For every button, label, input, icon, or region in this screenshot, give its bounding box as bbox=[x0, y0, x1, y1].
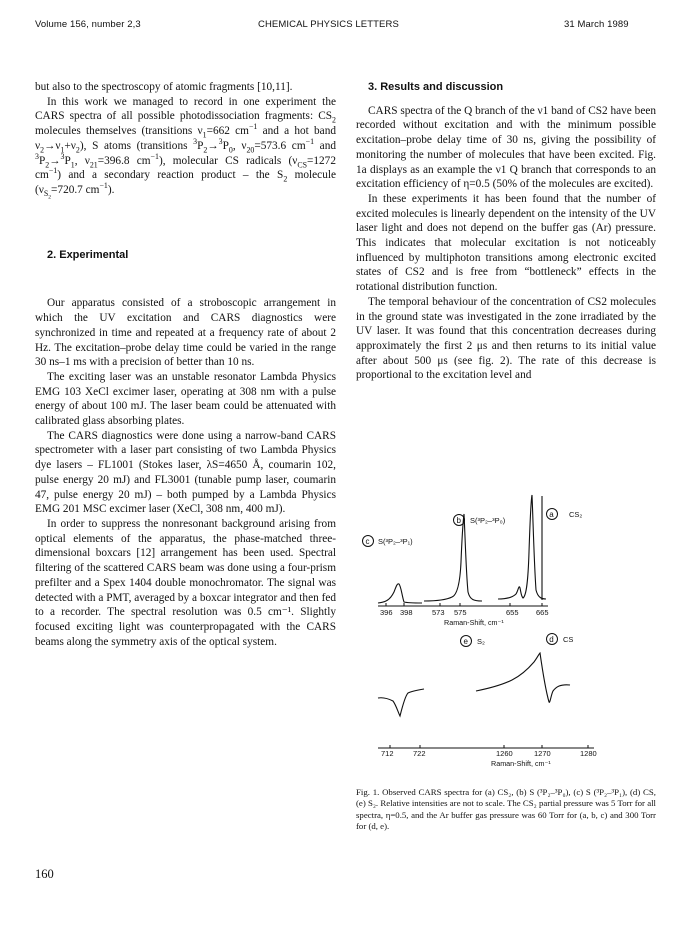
trace-a-cs2 bbox=[498, 495, 546, 599]
experimental-paragraph-4: In order to suppress the nonresonant background arising from optical elements of the apparatus, the phase-matched three-dimensional boxcars [12] arrangement has been used. Spectral filtering of the scattered CARS beam was done using a four-prism prefilter and a Spex 1404 double monochromator. The signal was detected with a PMT, averaged by a boxcar integrator and then fed to a recorder. The spectral resolution was 0.5 cm⁻¹. Slightly focused exciting light was counterpropagated with the CARS beams along the symmetry axis of the optical system. bbox=[35, 518, 336, 648]
bottom-tick-712: 712 bbox=[381, 749, 394, 758]
figure-1 bbox=[356, 492, 656, 782]
figure-1-caption: Fig. 1. Observed CARS spectra for (a) CS₂, (b) S (³P₂–³P₀), (c) S (³P₂–³P₁), (d) CS, (e) S₂. Relative intensities are not to scale. The CS₂ partial pressure was 5 Torr for all spectra, η=0.5, and the Ar buffer gas pressure was 60 Torr for (a, b, c) and 300 Torr for (d, e). bbox=[356, 787, 656, 831]
bottom-tick-1280: 1280 bbox=[580, 749, 597, 758]
trace-e-s2 bbox=[378, 689, 424, 716]
results-paragraph-3: The temporal behaviour of the concentration of CS2 molecules in the ground state was investigated in the zone irradiated by the UV laser. It was found that this concentration decreases during approximately the first 2 μs and then returns to its initial value after about 500 μs (see fig. 2). The rate of this decrease is proportional to the excitation level and bbox=[356, 295, 656, 382]
intro-paragraph-1: but also to the spectroscopy of atomic fragments [10,11]. bbox=[35, 81, 293, 93]
journal-title: CHEMICAL PHYSICS LETTERS bbox=[258, 19, 399, 30]
left-column bbox=[35, 80, 336, 649]
trace-d-cs bbox=[476, 653, 570, 702]
top-tick-573: 573 bbox=[432, 608, 445, 617]
top-tick-655: 655 bbox=[506, 608, 519, 617]
results-paragraph-1: CARS spectra of the Q branch of the ν1 band of CS2 have been recorded without excitation and with the minimum possible excitation–probe delay time of 30 ns, giving the possibility of monitoring the number of molecules that have been excited. Fig. 1a displays as an example the ν1 Q branch that corresponds to an excitation efficiency of η=0.5 (50% of the molecules are excited). bbox=[356, 104, 656, 191]
bottom-axis-title: Raman-Shift, cm⁻¹ bbox=[491, 759, 551, 768]
bottom-tick-1270: 1270 bbox=[534, 749, 551, 758]
top-tick-398: 398 bbox=[400, 608, 413, 617]
intro-paragraph-2: In this work we managed to record in one experiment the CARS spectra of all possible photodissociation fragments: $CS_2$ molecules themselves (transitions $\nu_1=662$ $cm^{-1}$ and a hot band $\nu_2\to\nu_1+\nu_2$), S atoms (transitions $^3P_2\to^3P_0$, $\nu_{20}=573.6$ $cm^{-1}$ and $^3P_2\to^3P_1$, $\nu_{21}=396.8$ $cm^{-1}$), molecular CS radicals ($\nu_{CS}=1272$ $cm^{-1}$) and a secondary reaction product – the $S_2$ molecule ($\nu_{S_2}=720.7$ $cm^{-1}$). bbox=[35, 95, 336, 201]
bottom-tick-722: 722 bbox=[413, 749, 426, 758]
trace-b-s-3p0 bbox=[424, 514, 482, 601]
top-tick-665: 665 bbox=[536, 608, 549, 617]
bottom-tick-1260: 1260 bbox=[496, 749, 513, 758]
journal-volume: Volume 156, number 2,3 bbox=[35, 19, 141, 30]
page-number: 160 bbox=[35, 867, 54, 881]
section-heading-experimental: 2. Experimental bbox=[47, 248, 129, 261]
experimental-paragraph-2: The exciting laser was an unstable resonator Lambda Physics EMG 103 XeCl excimer laser, operating at 308 nm with a pulse energy of about 100 mJ. The laser beam could be attenuated with calibrated glass absorbing plates. bbox=[35, 370, 336, 428]
right-column bbox=[356, 80, 656, 383]
results-paragraph-2: In these experiments it has been found that the number of excited molecules is linearly dependent on the intensity of the UV laser light and does not depend on the buffer gas (Ar) pressure. This indicates that molecular excitation is not noticeably influenced by multiphoton transitions among electronic excited states of CS2 and is free from “bottleneck” effects in the rotational distribution function. bbox=[356, 192, 656, 294]
experimental-paragraph-3: The CARS diagnostics were done using a narrow-band CARS spectrometer with a laser part consisting of two Lambda Physics dye lasers – FL1001 (Stokes laser, λS=4650 Å, coumarin 102, pulse energy 20 mJ) and FL3001 (tunable pump laser, coumarin 47, pulse energy 20 mJ) – both pumped by a Lambda Physics EMG 201 MSC excimer laser (XeCl, 308 nm, 400 mJ). bbox=[35, 429, 336, 516]
top-tick-575: 575 bbox=[454, 608, 467, 617]
label-b-text: S(³P₂–³P₀) bbox=[470, 516, 506, 525]
label-c-text: S(³P₂–³P₁) bbox=[378, 537, 413, 546]
label-a: a bbox=[549, 510, 554, 519]
section-heading-results: 3. Results and discussion bbox=[368, 81, 504, 93]
label-e: e bbox=[463, 637, 468, 646]
label-c: c bbox=[365, 537, 370, 546]
figure-1-spectra bbox=[356, 492, 656, 782]
top-axis-title: Raman-Shift, cm⁻¹ bbox=[444, 618, 504, 627]
experimental-paragraph-1: Our apparatus consisted of a stroboscopic arrangement in which the UV excitation and CARS diagnostics were synchronized in time and repeated at a frequency rate of about 2 Hz. The excitation–probe delay time could be varied in the range 30 ns–1 ms with a precision of better than 10 ns. bbox=[35, 297, 336, 369]
label-e-text: S₂ bbox=[477, 637, 485, 646]
trace-c-s-3p1 bbox=[378, 584, 422, 603]
journal-date: 31 March 1989 bbox=[564, 19, 629, 30]
label-a-text: CS₂ bbox=[569, 510, 583, 519]
top-tick-396: 396 bbox=[380, 608, 393, 617]
label-d: d bbox=[549, 635, 554, 644]
label-b: b bbox=[456, 516, 461, 525]
label-d-text: CS bbox=[563, 635, 574, 644]
